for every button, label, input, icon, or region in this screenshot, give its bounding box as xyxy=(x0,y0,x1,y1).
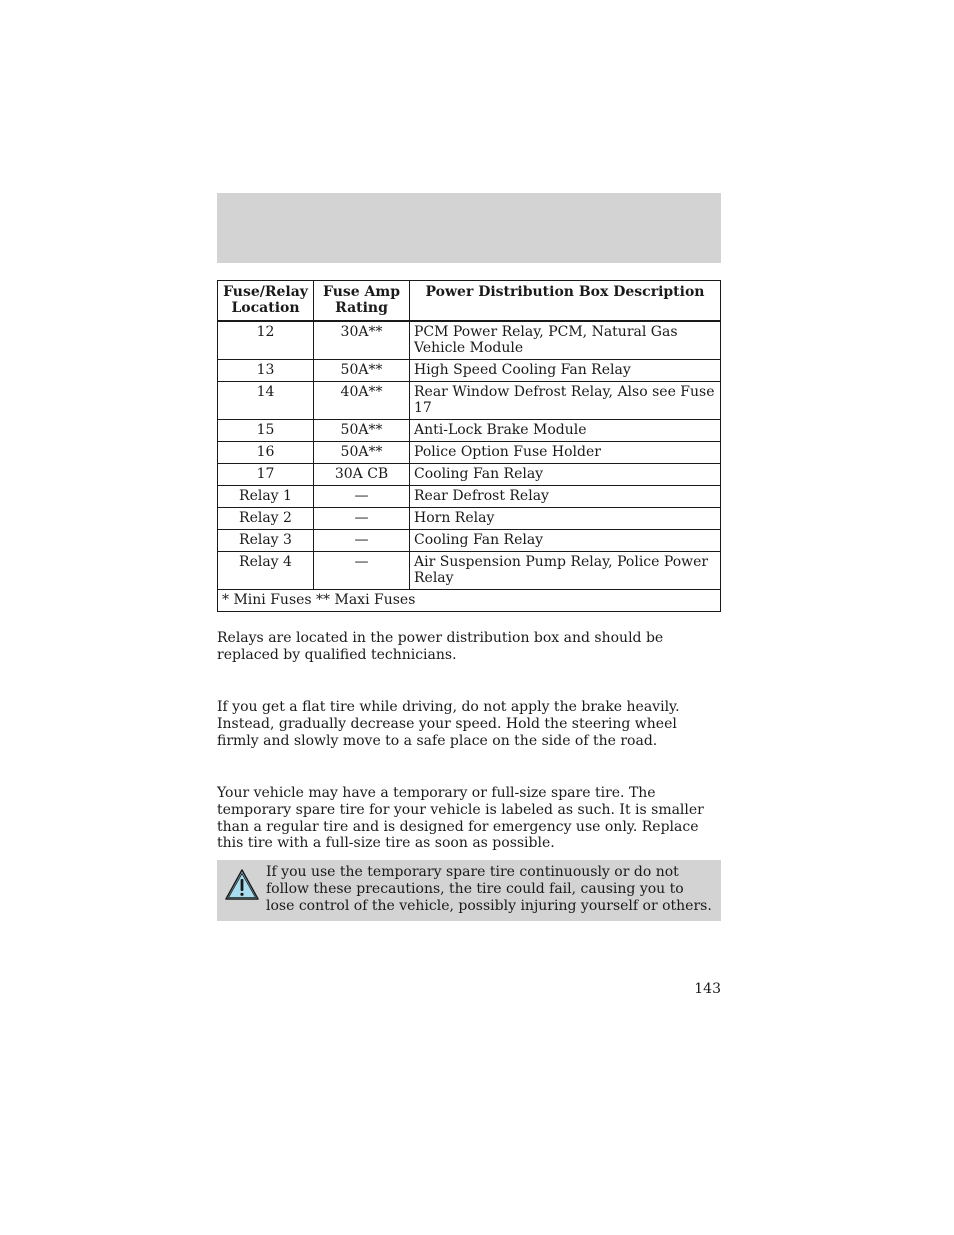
header-description: Power Distribution Box Description xyxy=(410,281,721,322)
cell-location: 13 xyxy=(218,360,314,382)
cell-location: Relay 1 xyxy=(218,486,314,508)
cell-rating: — xyxy=(314,530,410,552)
table-row xyxy=(218,486,721,508)
cell-description: Air Suspension Pump Relay, Police Power Relay xyxy=(410,552,721,590)
warning-text: If you use the temporary spare tire continuously or do not follow these precautions, the tire could fail, causing you to lose control of the vehicle, possibly injuring yourself or others. xyxy=(266,864,712,914)
table-footnote: * Mini Fuses ** Maxi Fuses xyxy=(218,590,721,612)
cell-rating: 50A** xyxy=(314,442,410,464)
cell-rating: 50A** xyxy=(314,420,410,442)
relays-paragraph: Relays are located in the power distribution box and should be replaced by qualified technicians. xyxy=(217,630,664,663)
table-row xyxy=(218,321,721,360)
flat-tire-paragraph: If you get a flat tire while driving, do not apply the brake heavily. Instead, gradually decrease your speed. Hold the steering wheel firmly and slowly move to a safe place on the side of the road. xyxy=(217,699,680,749)
cell-rating: — xyxy=(314,486,410,508)
header-rating: Fuse Amp Rating xyxy=(314,281,410,322)
page-number: 143 xyxy=(694,981,721,997)
cell-rating: 50A** xyxy=(314,360,410,382)
cell-description: High Speed Cooling Fan Relay xyxy=(410,360,721,382)
cell-description: Rear Defrost Relay xyxy=(410,486,721,508)
header-row xyxy=(218,281,721,322)
table-row xyxy=(218,420,721,442)
cell-location: 16 xyxy=(218,442,314,464)
cell-location: 14 xyxy=(218,382,314,420)
cell-rating: — xyxy=(314,508,410,530)
fuse-table-body xyxy=(218,321,721,590)
cell-rating: — xyxy=(314,552,410,590)
fuse-table xyxy=(217,280,721,612)
cell-location: 15 xyxy=(218,420,314,442)
cell-description: Cooling Fan Relay xyxy=(410,464,721,486)
table-row xyxy=(218,442,721,464)
spare-tire-paragraph: Your vehicle may have a temporary or full-size spare tire. The temporary spare tire for your vehicle is labeled as such. It is smaller than a regular tire and is designed for emergency use only. Replace this tire with a full-size tire as soon as possible. xyxy=(217,785,704,852)
warning-box xyxy=(217,860,721,921)
cell-location: 12 xyxy=(218,321,314,360)
table-row xyxy=(218,464,721,486)
warning-triangle-icon xyxy=(224,868,260,902)
table-row xyxy=(218,382,721,420)
cell-description: Anti-Lock Brake Module xyxy=(410,420,721,442)
cell-description: PCM Power Relay, PCM, Natural Gas Vehicle Module xyxy=(410,321,721,360)
table-row xyxy=(218,360,721,382)
cell-rating: 30A CB xyxy=(314,464,410,486)
cell-location: Relay 3 xyxy=(218,530,314,552)
cell-rating: 30A** xyxy=(314,321,410,360)
cell-rating: 40A** xyxy=(314,382,410,420)
table-row xyxy=(218,530,721,552)
cell-description: Cooling Fan Relay xyxy=(410,530,721,552)
cell-description: Rear Window Defrost Relay, Also see Fuse 17 xyxy=(410,382,721,420)
cell-description: Horn Relay xyxy=(410,508,721,530)
footnote-row xyxy=(218,590,721,612)
cell-location: Relay 4 xyxy=(218,552,314,590)
fuse-table-header xyxy=(218,281,721,322)
table-row xyxy=(218,552,721,590)
cell-location: Relay 2 xyxy=(218,508,314,530)
cell-location: 17 xyxy=(218,464,314,486)
cell-description: Police Option Fuse Holder xyxy=(410,442,721,464)
header-location: Fuse/Relay Location xyxy=(218,281,314,322)
table-row xyxy=(218,508,721,530)
header-band xyxy=(217,193,721,263)
fuse-table-footer xyxy=(218,590,721,612)
